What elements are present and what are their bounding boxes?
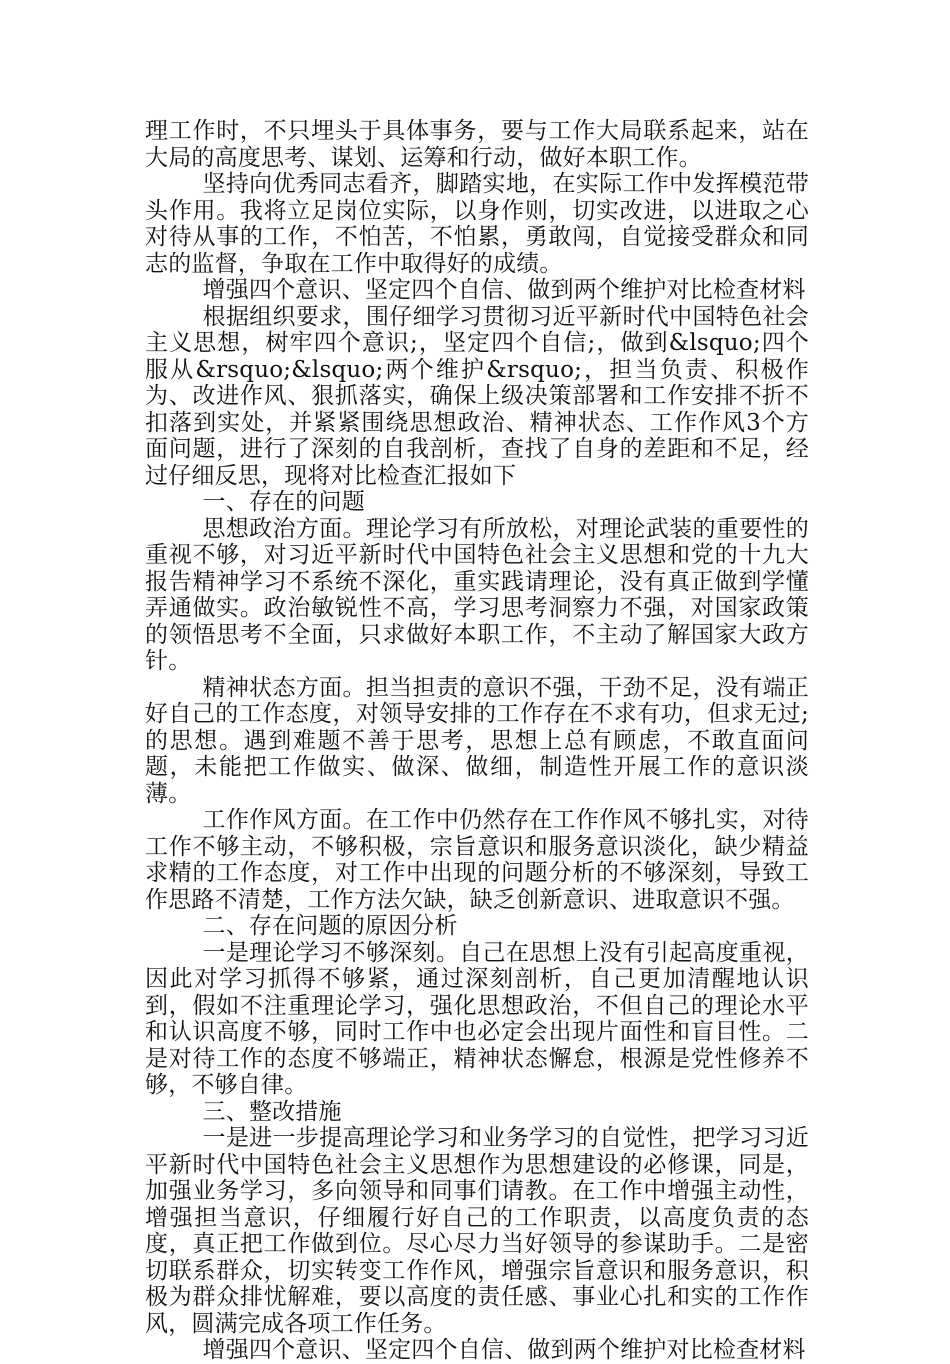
section-heading: 增强四个意识、坚定四个自信、做到两个维护对比检查材料 [202, 1337, 806, 1363]
paragraph-body: 根据组织要求，围仔细学习贯彻习近平新时代中国特色社会主义思想，树牢四个意识;，坚定四个自信;，做到&lsquo;四个服从&rsquo;&lsquo;两个维护&rsquo;，担当负责、积极作为、改进作风、狠抓落实，确保上级决策部署和工作安排不折不扣落到实处，并紧紧围绕思想政治、精神状态、工作作风3个方面问题，进行了深刻的自我剖析，查找了自身的差距和不足，经过仔细反思，现将对比检查汇报如下 [145, 303, 809, 489]
paragraph-body: 一是理论学习不够深刻。自己在思想上没有引起高度重视，因此对学习抓得不够紧，通过深刻剖析，自己更加清醒地认识到，假如不注重理论学习，强化思想政治，不但自己的理论水平和认识高度不够，同时工作中也必定会出现片面性和盲目性。二是对待工作的态度不够端正，精神状态懈怠，根源是党性修养不够，不够自律。 [145, 939, 809, 1098]
section-heading: 一、存在的问题 [202, 489, 365, 515]
document-page [145, 118, 809, 1364]
section-heading: 增强四个意识、坚定四个自信、做到两个维护对比检查材料 [202, 277, 806, 303]
section-heading: 二、存在问题的原因分析 [202, 913, 458, 939]
paragraph-body: 工作作风方面。在工作中仍然存在工作作风不够扎实，对待工作不够主动，不够积极，宗旨意识和服务意识淡化，缺少精益求精的工作态度，对工作中出现的问题分析的不够深刻，导致工作思路不清楚，工作方法欠缺，缺乏创新意识、进取意识不强。 [145, 807, 809, 913]
paragraph-body: 坚持向优秀同志看齐，脚踏实地，在实际工作中发挥模范带头作用。我将立足岗位实际，以身作则，切实改进，以进取之心对待从事的工作，不怕苦，不怕累，勇敢闯，自觉接受群众和同志的监督，争取在工作中取得好的成绩。 [145, 171, 809, 277]
paragraph-body: 一是进一步提高理论学习和业务学习的自觉性，把学习习近平新时代中国特色社会主义思想作为思想建设的必修课，同是，加强业务学习，多向领导和同事们请教。在工作中增强主动性，增强担当意识，仔细履行好自己的工作职责，以高度负责的态度，真正把工作做到位。尽心尽力当好领导的参谋助手。二是密切联系群众，切实转变工作作风，增强宗旨意识和服务意识，积极为群众排忧解难，要以高度的责任感、事业心扎和实的工作作风，圆满完成各项工作任务。 [145, 1125, 809, 1337]
paragraph-body: 思想政治方面。理论学习有所放松，对理论武装的重要性的重视不够，对习近平新时代中国特色社会主义思想和党的十九大报告精神学习不系统不深化，重实践请理论，没有真正做到学懂弄通做实。政治敏锐性不高，学习思考洞察力不强，对国家政策的领悟思考不全面，只求做好本职工作，不主动了解国家大政方针。 [145, 515, 809, 674]
section-heading: 三、整改措施 [202, 1098, 342, 1125]
paragraph-continuation: 理工作时，不只埋头于具体事务，要与工作大局联系起来，站在大局的高度思考、谋划、运筹和行动，做好本职工作。 [145, 118, 809, 171]
paragraph-body: 精神状态方面。担当担责的意识不强，干劲不足，没有端正好自己的工作态度，对领导安排的工作存在不求有功，但求无过;的思想。遇到难题不善于思考，思想上总有顾虑，不敢直面问题，未能把工作做实、做深、做细，制造性开展工作的意识淡薄。 [145, 674, 809, 807]
